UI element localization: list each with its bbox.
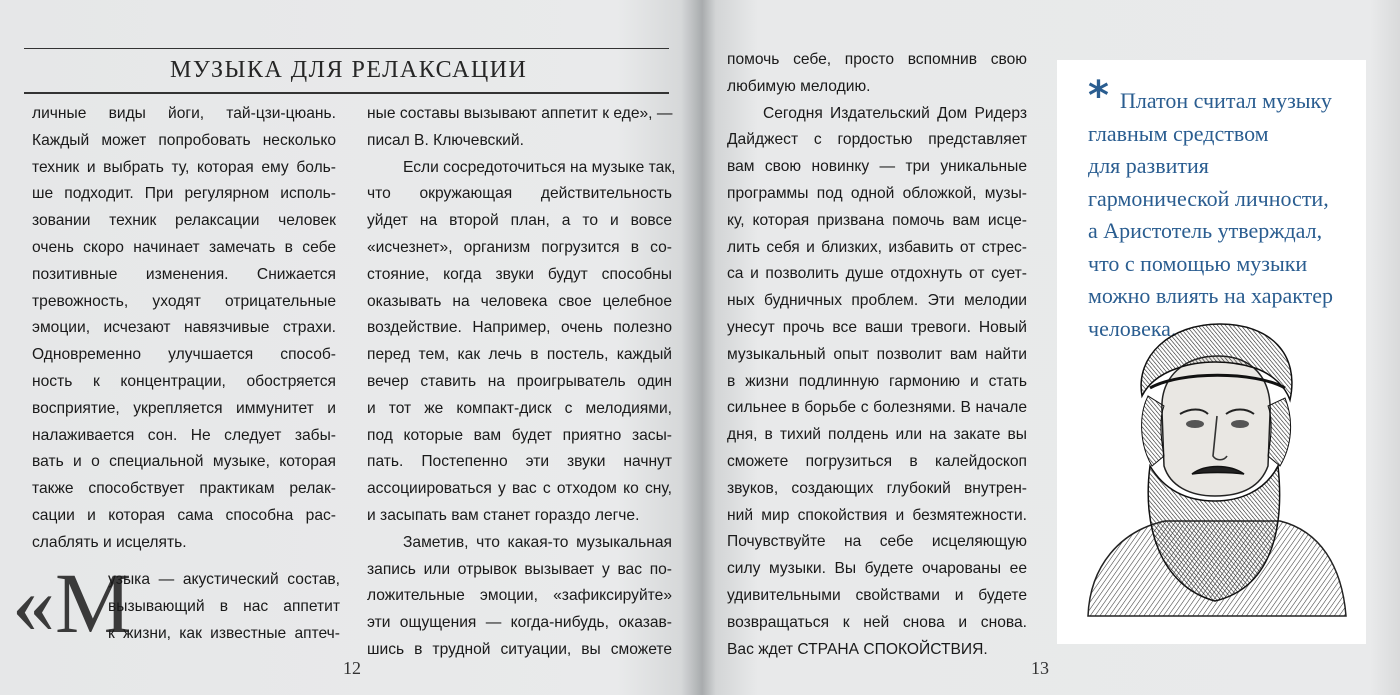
top-rule-left (24, 48, 669, 49)
text-line: ные составы вызывают аппетит к еде», — (367, 105, 673, 122)
text-line: Одновременно улучшается способ- (32, 346, 336, 364)
text-line: ассоциироваться у вас с отходом ко сну, (367, 480, 672, 498)
chapter-title: МУЗЫКА ДЛЯ РЕЛАКСАЦИИ (170, 57, 528, 83)
text-line: стояние, когда звуки будут способны (367, 265, 672, 283)
text-line: помочь себе, просто вспомнив свою (727, 51, 1027, 68)
text-line: дня, в тихий полдень или на закате вы (727, 426, 1027, 444)
text-line: ность к концентрации, обостряется (32, 372, 336, 390)
text-line: шись в трудной ситуации, вы сможете (367, 640, 672, 658)
text-line: главным средством (1088, 120, 1269, 146)
text-line: ний мир спокойствия и безмятежности. (727, 506, 1027, 524)
text-line: гармонической личности, (1088, 185, 1329, 211)
text-line: оказывать на человека свое целебное (367, 292, 672, 310)
text-line: под которые вам будет приятно засы- (367, 426, 672, 444)
text-line: Заметив, что какая-то музыкальная (403, 533, 672, 551)
text-line: Почувствуйте на себе исцеляющую (727, 533, 1027, 551)
text-line: пать. Постепенно эти звуки начнут (367, 453, 672, 471)
text-line: что с помощью музыки (1088, 250, 1308, 276)
drop-cap: «М (12, 555, 132, 651)
title-underline (24, 92, 669, 94)
text-line: ложительные эмоции, «зафиксируйте» (367, 587, 672, 605)
text-line: тревожность, уходят отрицательные (32, 292, 336, 310)
right-page-text (727, 47, 1027, 663)
text-line: сможете погрузиться в калейдоскоп (727, 452, 1027, 470)
text-line: воздействие. Например, очень полезно (367, 319, 672, 337)
text-line: для развития (1088, 153, 1209, 178)
text-line: ше подходит. При регулярном исполь- (32, 185, 336, 203)
text-line: сации и которая сама способна рас- (32, 506, 336, 524)
text-line: эмоции, исчезают навязчивые страхи. (32, 319, 336, 337)
text-line: и тот же компакт-диск с мелодиями, (367, 399, 672, 417)
sidebar-quote (1088, 85, 1333, 345)
text-line: человека. (1088, 315, 1177, 341)
text-line: вызывающий в нас аппетит (108, 597, 340, 615)
text-line: перед тем, как лечь в постель, каждый (367, 346, 672, 364)
text-line: запись или отрывок вызывает у вас по- (367, 560, 672, 578)
text-line: Каждый может попробовать несколько (32, 131, 336, 149)
text-line: Платон считал музыку (1120, 88, 1332, 113)
text-line: зовании техник релаксации человек (32, 212, 336, 230)
text-line: са и позволить душе отдохнуть от сует- (727, 265, 1027, 283)
text-line: ку, которая призвана помочь вам исце- (727, 211, 1027, 229)
text-line: «исчезнет», организм погрузится в со- (367, 238, 672, 256)
page-number-right: 13 (1031, 658, 1049, 678)
text-line: звуков, создающих глубокий внутрен- (727, 479, 1027, 497)
text-line: налаживается сон. Не следует забы- (32, 426, 336, 444)
text-line: можно влиять на характер (1088, 283, 1334, 308)
text-line: узыка — акустический состав, (108, 571, 340, 588)
text-line: ных будничных проблем. Эти мелодии (727, 292, 1027, 310)
text-line: очень скоро начинает замечать в себе (32, 238, 336, 256)
text-line: Сегодня Издательский Дом Ридерз (763, 104, 1027, 122)
text-line: силу музыки. Вы будете очарованы ее (727, 560, 1027, 578)
text-line: сильнее в борьбе с болезнями. В начале (727, 399, 1027, 417)
text-line: музыкальный опыт позволит вам найти (727, 345, 1027, 363)
text-line: а Аристотель утверждал, (1088, 218, 1323, 243)
text-line: удивительными свойствами и будете (727, 586, 1027, 604)
right-column-text (367, 101, 676, 664)
text-line: уйдет на второй план, а то и вовсе (367, 212, 672, 230)
asterisk-icon: * (1088, 73, 1109, 119)
text-line: Если сосредоточиться на музыке так, (403, 158, 676, 176)
page-number-left: 12 (343, 658, 361, 678)
text-line: писал В. Ключевский. (367, 131, 524, 149)
plato-bust-illustration (1080, 316, 1350, 622)
quote-text (108, 567, 340, 647)
text-line: унесут прочь все ваши тревоги. Новый (727, 318, 1027, 336)
text-line: позитивные изменения. Снижается (32, 265, 336, 283)
text-line: также способствует практикам релак- (32, 480, 336, 498)
text-line: лить себя и близких, избавить от стрес- (727, 238, 1027, 256)
text-line: слаблять и исцелять. (32, 533, 187, 551)
text-line: к жизни, как известные аптеч- (108, 624, 340, 642)
text-line: в жизни подлинную гармонию и стать (727, 372, 1027, 390)
text-line: восприятие, укрепляется иммунитет и (32, 399, 336, 417)
text-line: Вас ждет СТРАНА СПОКОЙСТВИЯ. (727, 640, 988, 658)
text-line: техник и выбрать ту, которая ему боль- (32, 158, 336, 176)
text-line: вечер ставить на проигрыватель один (367, 372, 672, 390)
text-line: и засыпать вам станет гораздо легче. (367, 506, 640, 524)
text-line: вать и о специальной музыке, которая (32, 453, 336, 471)
text-line: возвращаться к ней снова и снова. (727, 613, 1027, 631)
text-line: личные виды йоги, тай-цзи-цюань. (32, 105, 336, 122)
text-line: Дайджест с гордостью представляет (727, 131, 1027, 149)
text-line: эти ощущения — когда-нибудь, оказав- (367, 614, 672, 632)
text-line: программы под одной обложкой, музы- (727, 184, 1027, 202)
text-line: любимую мелодию. (727, 77, 871, 95)
left-column-text (32, 101, 336, 557)
text-line: что окружающая действительность (367, 185, 672, 203)
text-line: вам свою новинку — три уникальные (727, 158, 1027, 176)
